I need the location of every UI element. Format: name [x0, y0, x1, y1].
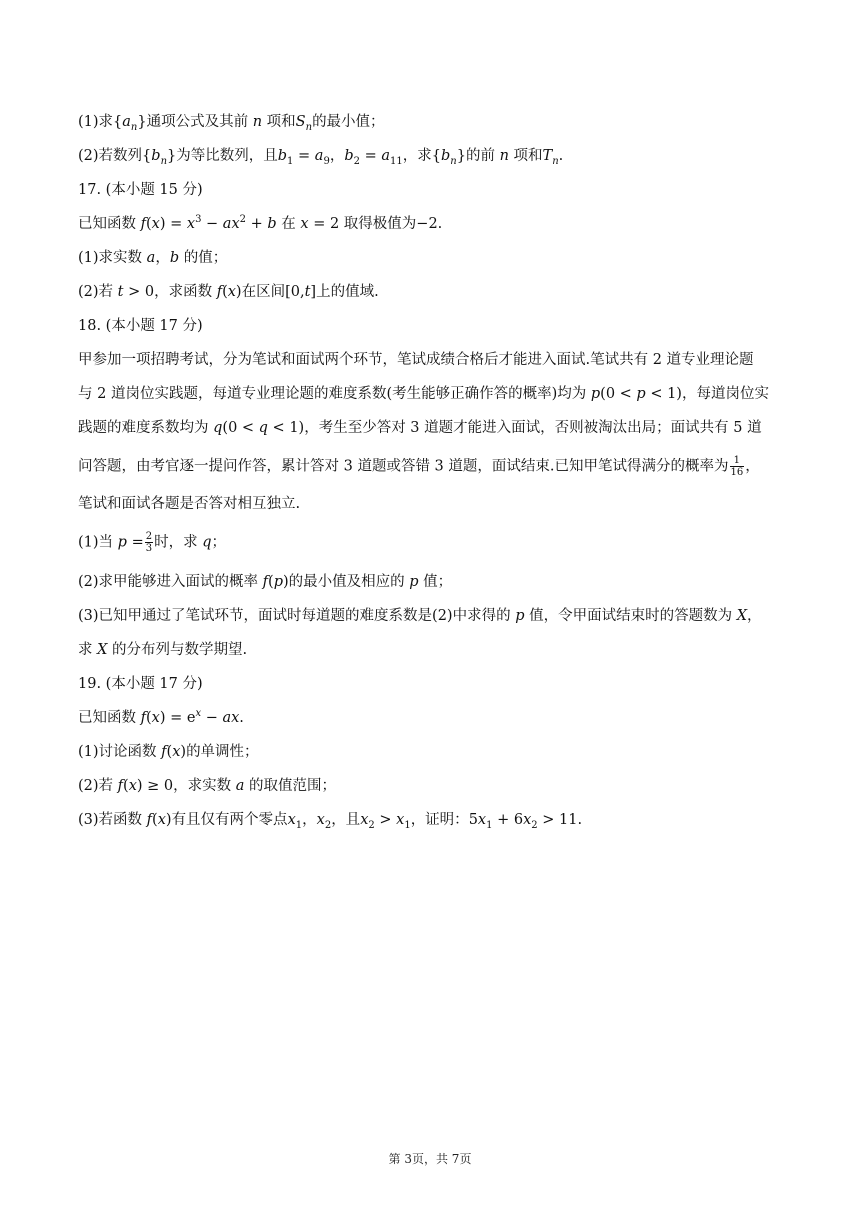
- q19-title: 19. (本小题 17 分): [78, 676, 203, 692]
- q19-stem: 已知函数 $f(x) = e^x$ − ax.: [78, 708, 244, 726]
- q19-part3: (3)若函数 f(x)有且仅有两个零点$x_1$，$x_2$，且$x_2 > x_1$，证明：$5x_1 + 6x_2 > 11$.: [78, 812, 583, 831]
- page-footer: 第 3页，共 7页: [388, 1152, 472, 1166]
- q17-part2: (2)若 t > 0，求函数 f(x)在区间[0,t]上的值域.: [78, 284, 379, 300]
- q17-title: 17. (本小题 15 分): [78, 182, 203, 198]
- q18-paragraph-3: 践题的难度系数均为 q(0 < q < 1)，考生至少答对 3 道题才能进入面试，否则被淘汰出局；面试共有 5 道: [78, 420, 762, 436]
- q17-part1: (1)求实数 a，b 的值；: [78, 250, 228, 266]
- fraction-one-sixteenth: $\frac{1}{16}$: [730, 455, 744, 478]
- q18-paragraph-1: 甲参加一项招聘考试，分为笔试和面试两个环节，笔试成绩合格后才能进入面试.笔试共有 2 道专业理论题: [78, 352, 754, 368]
- q18-part2: (2)求甲能够进入面试的概率 f(p)的最小值及相应的 p 值；: [78, 574, 453, 590]
- fraction-two-thirds: $\frac{2}{3}$: [145, 531, 153, 554]
- q16-part2: (2)若数列$\{b_n\}$为等比数列，且$b_1 = a_9$，$b_2 = a_{11}$，求$\{b_n\}$的前 n 项和$T_n$.: [78, 148, 564, 167]
- q18-part3-line1: (3)已知甲通过了笔试环节，面试时每道题的难度系数是(2)中求得的 p 值，令甲面试结束时的答题数为 X，: [78, 608, 762, 624]
- q18-part1: (1)当 p = $\frac{2}{3}$ 时，求 q；: [78, 531, 226, 554]
- q18-title: 18. (本小题 17 分): [78, 318, 203, 334]
- q17-stem: 已知函数 $f(x) = x^3 - ax^2 + b$ 在 x = 2 取得极值为−2.: [78, 214, 443, 232]
- q18-paragraph-4: 问答题，由考官逐一提问作答，累计答对 3 道题或答错 3 道题，面试结束.已知甲笔试得满分的概率为 $\frac{1}{16}$ ，: [78, 455, 760, 478]
- q19-part2: (2)若 f(x) ≥ 0，求实数 a 的取值范围；: [78, 778, 337, 794]
- q16-part1: (1)求$\{a_n\}$通项公式及其前 n 项和$S_n$的最小值；: [78, 114, 385, 133]
- q18-paragraph-5: 笔试和面试各题是否答对相互独立.: [78, 496, 301, 512]
- q18-part3-line2: 求 X 的分布列与数学期望.: [78, 642, 248, 658]
- q18-paragraph-2: 与 2 道岗位实践题，每道专业理论题的难度系数(考生能够正确作答的概率)均为 p(0 < p < 1)，每道岗位实: [78, 386, 769, 402]
- q19-part1: (1)讨论函数 f(x)的单调性；: [78, 744, 259, 760]
